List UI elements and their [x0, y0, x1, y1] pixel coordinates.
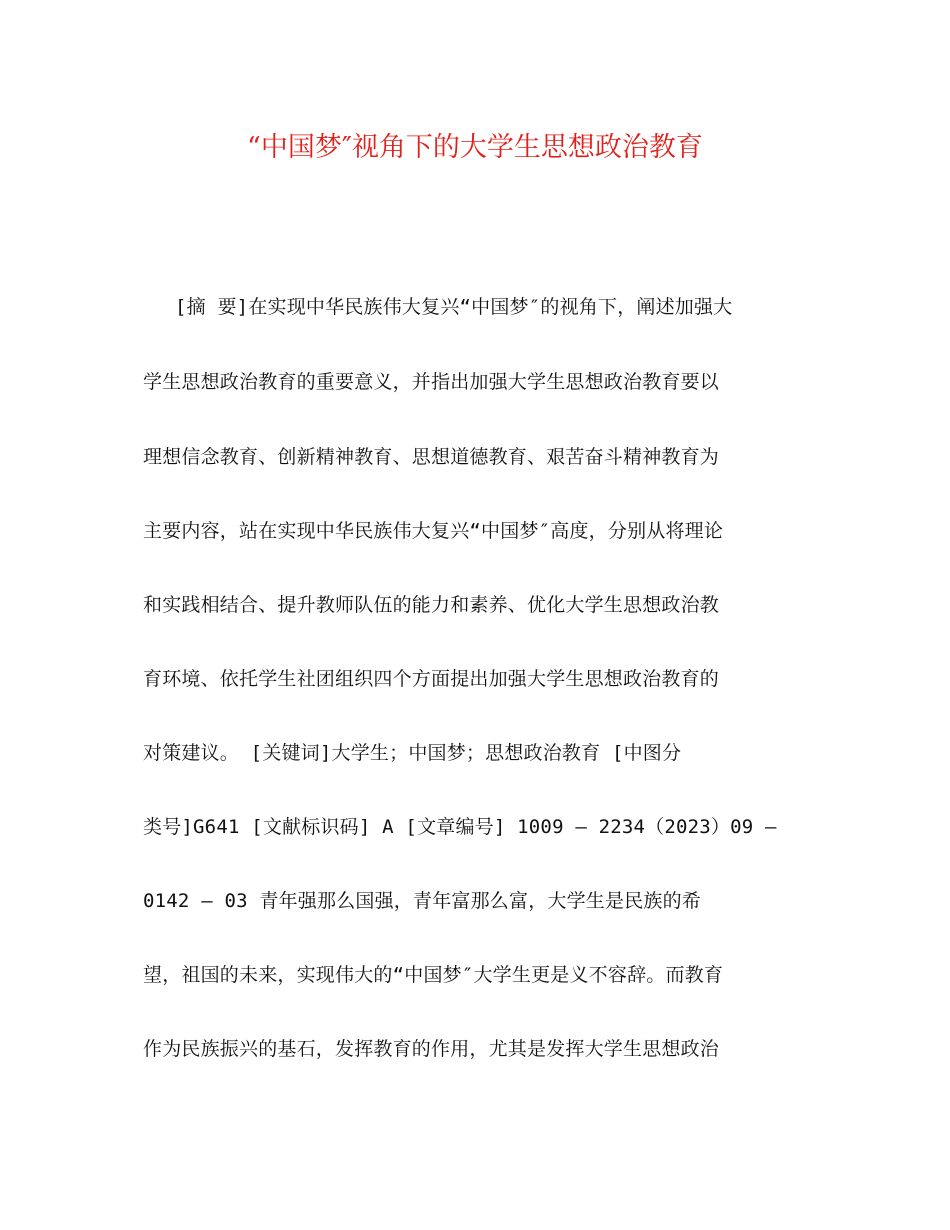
- body-line: 类号]G641 [文献标识码] A [文章编号] 1009 — 2234（2023）09 —: [143, 816, 777, 838]
- body-line: [摘 要]在实现中华民族伟大复兴“中国梦″的视角下，阐述加强大: [175, 296, 733, 318]
- body-line: 学生思想政治教育的重要意义，并指出加强大学生思想政治教育要以: [143, 371, 720, 393]
- body-line: 0142 — 03 青年强那么国强，青年富那么富，大学生是民族的希: [143, 890, 701, 912]
- body-line: 育环境、依托学生社团组织四个方面提出加强大学生思想政治教育的: [143, 668, 720, 690]
- body-line: 望，祖国的未来，实现伟大的“中国梦″大学生更是义不容辞。而教育: [143, 964, 724, 986]
- body-line: 对策建议。 [关键词]大学生；中国梦；思想政治教育 [中图分: [143, 742, 682, 764]
- body-line: 和实践相结合、提升教师队伍的能力和素养、优化大学生思想政治教: [143, 594, 720, 616]
- body-line: 理想信念教育、创新精神教育、思想道德教育、艰苦奋斗精神教育为: [143, 446, 720, 468]
- document-title: “中国梦″视角下的大学生思想政治教育: [247, 132, 703, 163]
- body-line: 作为民族振兴的基石，发挥教育的作用，尤其是发挥大学生思想政治: [143, 1038, 720, 1060]
- body-line: 主要内容，站在实现中华民族伟大复兴“中国梦″高度，分别从将理论: [143, 520, 724, 542]
